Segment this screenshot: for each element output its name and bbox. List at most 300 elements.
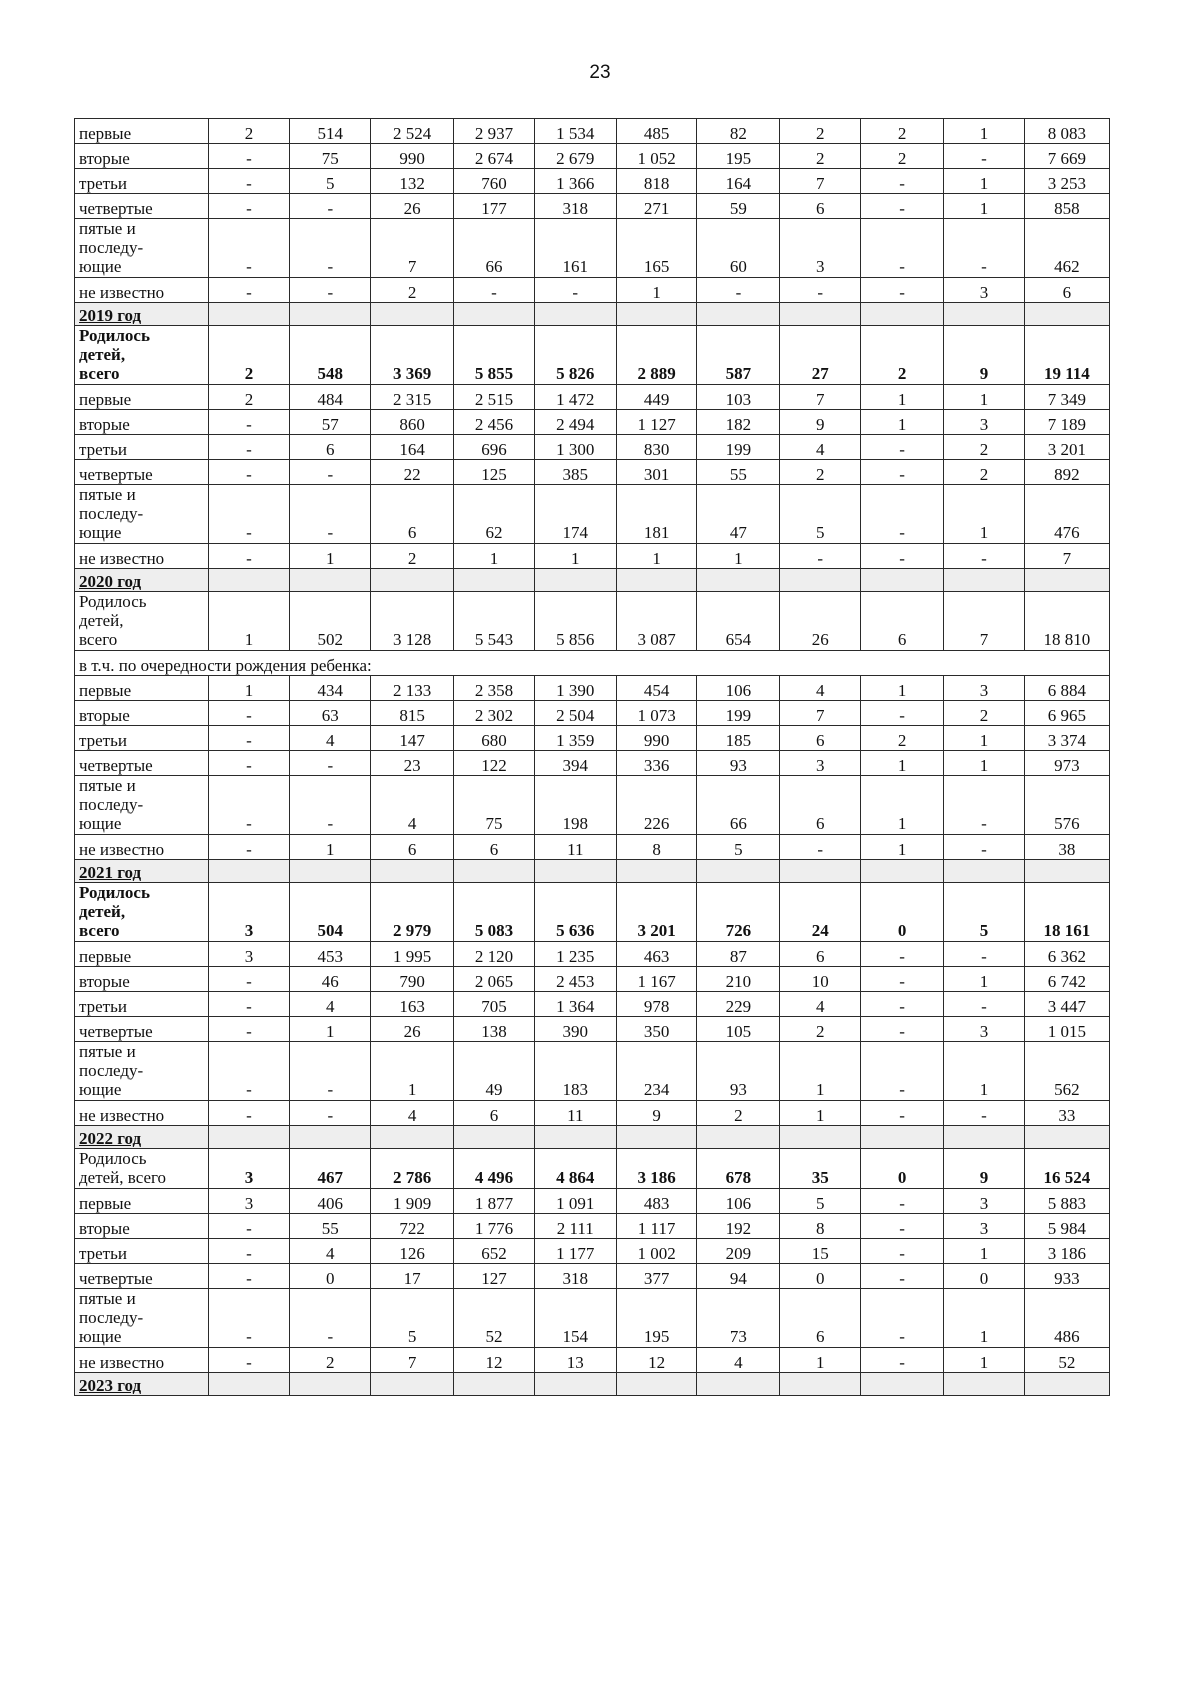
table-cell: 3 bbox=[944, 1214, 1025, 1239]
table-cell: 93 bbox=[697, 751, 780, 776]
table-cell: 4 bbox=[290, 992, 371, 1017]
table-cell: 4 bbox=[780, 992, 861, 1017]
table-cell: 9 bbox=[944, 1149, 1025, 1189]
table-cell: 9 bbox=[616, 1101, 697, 1126]
table-cell: - bbox=[208, 1214, 290, 1239]
empty-cell bbox=[454, 303, 535, 326]
row-label: вторые bbox=[75, 144, 209, 169]
empty-cell bbox=[944, 569, 1025, 592]
table-cell: 484 bbox=[290, 385, 371, 410]
table-cell: - bbox=[944, 144, 1025, 169]
table-cell: 87 bbox=[697, 942, 780, 967]
table-cell: 1 052 bbox=[616, 144, 697, 169]
empty-cell bbox=[616, 303, 697, 326]
row-label: четвертые bbox=[75, 194, 209, 219]
row-label: вторые bbox=[75, 967, 209, 992]
table-cell: 2 bbox=[944, 701, 1025, 726]
table-cell: 2 315 bbox=[371, 385, 454, 410]
table-cell: 301 bbox=[616, 460, 697, 485]
table-cell: 3 bbox=[944, 676, 1025, 701]
table-cell: - bbox=[208, 992, 290, 1017]
empty-cell bbox=[780, 1126, 861, 1149]
table-cell: 790 bbox=[371, 967, 454, 992]
total-label bbox=[75, 326, 209, 385]
table-cell: 5 856 bbox=[534, 592, 616, 651]
table-cell: 504 bbox=[290, 883, 371, 942]
table-row bbox=[75, 776, 1110, 835]
table-cell: 1 359 bbox=[534, 726, 616, 751]
empty-cell bbox=[861, 1126, 944, 1149]
row-label: не известно bbox=[75, 278, 209, 303]
table-cell: 127 bbox=[454, 1264, 535, 1289]
table-cell: 3 bbox=[944, 1017, 1025, 1042]
table-cell: 3 bbox=[780, 219, 861, 278]
table-cell: - bbox=[861, 942, 944, 967]
table-cell: 1 127 bbox=[616, 410, 697, 435]
table-cell: 6 bbox=[780, 942, 861, 967]
row-label: не известно bbox=[75, 1348, 209, 1373]
table-cell: 3 201 bbox=[616, 883, 697, 942]
table-cell: 2 bbox=[861, 119, 944, 144]
empty-cell bbox=[861, 569, 944, 592]
table-cell: 3 128 bbox=[371, 592, 454, 651]
table-cell: 3 374 bbox=[1024, 726, 1109, 751]
table-cell: 147 bbox=[371, 726, 454, 751]
table-cell: 55 bbox=[697, 460, 780, 485]
empty-cell bbox=[1024, 303, 1109, 326]
table-cell: 2 358 bbox=[454, 676, 535, 701]
empty-cell bbox=[208, 303, 290, 326]
table-cell: 62 bbox=[454, 485, 535, 544]
table-body bbox=[75, 119, 1110, 1396]
table-cell: 15 bbox=[780, 1239, 861, 1264]
table-cell: 1 091 bbox=[534, 1189, 616, 1214]
table-cell: 587 bbox=[697, 326, 780, 385]
table-cell: 892 bbox=[1024, 460, 1109, 485]
table-cell: - bbox=[454, 278, 535, 303]
empty-cell bbox=[1024, 1126, 1109, 1149]
empty-cell bbox=[208, 860, 290, 883]
table-cell: 454 bbox=[616, 676, 697, 701]
table-cell: 485 bbox=[616, 119, 697, 144]
table-cell: 1 bbox=[944, 1289, 1025, 1348]
table-row bbox=[75, 1214, 1110, 1239]
row-label-line: пятые и bbox=[79, 1042, 136, 1061]
table-cell: 815 bbox=[371, 701, 454, 726]
table-row bbox=[75, 1017, 1110, 1042]
table-cell: - bbox=[944, 1101, 1025, 1126]
table-cell: - bbox=[208, 460, 290, 485]
table-cell: - bbox=[861, 1264, 944, 1289]
empty-cell bbox=[780, 303, 861, 326]
empty-cell bbox=[290, 1373, 371, 1396]
row-label: третьи bbox=[75, 169, 209, 194]
table-cell: 318 bbox=[534, 1264, 616, 1289]
table-cell: 1 bbox=[290, 835, 371, 860]
total-row bbox=[75, 326, 1110, 385]
table-row bbox=[75, 544, 1110, 569]
table-cell: - bbox=[534, 278, 616, 303]
table-cell: 696 bbox=[454, 435, 535, 460]
empty-cell bbox=[944, 860, 1025, 883]
table-cell: 2 302 bbox=[454, 701, 535, 726]
table-cell: 35 bbox=[780, 1149, 861, 1189]
table-cell: - bbox=[208, 701, 290, 726]
table-cell: 75 bbox=[290, 144, 371, 169]
row-label: первые bbox=[75, 1189, 209, 1214]
empty-cell bbox=[454, 860, 535, 883]
table-cell: - bbox=[208, 435, 290, 460]
table-cell: - bbox=[208, 1289, 290, 1348]
table-cell: 182 bbox=[697, 410, 780, 435]
table-cell: 390 bbox=[534, 1017, 616, 1042]
empty-cell bbox=[861, 860, 944, 883]
empty-cell bbox=[290, 569, 371, 592]
table-cell: - bbox=[290, 194, 371, 219]
empty-cell bbox=[780, 860, 861, 883]
table-cell: 195 bbox=[616, 1289, 697, 1348]
empty-cell bbox=[208, 569, 290, 592]
table-cell: - bbox=[861, 169, 944, 194]
table-cell: 181 bbox=[616, 485, 697, 544]
row-label-line: всего bbox=[79, 364, 120, 383]
table-cell: 18 161 bbox=[1024, 883, 1109, 942]
table-cell: 1 bbox=[944, 967, 1025, 992]
year-label: 2020 год bbox=[75, 569, 209, 592]
table-row bbox=[75, 1264, 1110, 1289]
table-cell: 680 bbox=[454, 726, 535, 751]
table-cell: 318 bbox=[534, 194, 616, 219]
table-cell: 726 bbox=[697, 883, 780, 942]
table-cell: 1 909 bbox=[371, 1189, 454, 1214]
row-label-line: ющие bbox=[79, 1327, 122, 1346]
empty-cell bbox=[780, 569, 861, 592]
empty-cell bbox=[534, 303, 616, 326]
table-cell: 760 bbox=[454, 169, 535, 194]
table-cell: 2 bbox=[208, 385, 290, 410]
table-cell: 6 bbox=[454, 1101, 535, 1126]
total-label bbox=[75, 883, 209, 942]
year-header-row bbox=[75, 860, 1110, 883]
row-label bbox=[75, 1289, 209, 1348]
table-cell: 2 bbox=[780, 1017, 861, 1042]
row-label-line: последу- bbox=[79, 1308, 144, 1327]
table-cell: - bbox=[290, 460, 371, 485]
table-cell: 2 bbox=[861, 326, 944, 385]
table-cell: 7 bbox=[944, 592, 1025, 651]
empty-cell bbox=[290, 860, 371, 883]
table-cell: 13 bbox=[534, 1348, 616, 1373]
table-cell: 195 bbox=[697, 144, 780, 169]
table-cell: 0 bbox=[861, 1149, 944, 1189]
table-cell: 449 bbox=[616, 385, 697, 410]
table-cell: 4 bbox=[371, 1101, 454, 1126]
table-cell: 3 bbox=[944, 278, 1025, 303]
subheader-row bbox=[75, 651, 1110, 676]
table-cell: 1 015 bbox=[1024, 1017, 1109, 1042]
table-cell: 161 bbox=[534, 219, 616, 278]
table-cell: 10 bbox=[780, 967, 861, 992]
row-label-line: Родилось bbox=[79, 1149, 147, 1168]
table-cell: 2 979 bbox=[371, 883, 454, 942]
table-cell: 576 bbox=[1024, 776, 1109, 835]
row-label: первые bbox=[75, 385, 209, 410]
row-label: третьи bbox=[75, 726, 209, 751]
table-cell: 467 bbox=[290, 1149, 371, 1189]
table-cell: - bbox=[944, 835, 1025, 860]
table-cell: 1 073 bbox=[616, 701, 697, 726]
row-label-line: Родилось bbox=[79, 883, 150, 902]
table-cell: 6 bbox=[1024, 278, 1109, 303]
table-cell: 1 167 bbox=[616, 967, 697, 992]
table-cell: 3 bbox=[208, 1189, 290, 1214]
total-label bbox=[75, 1149, 209, 1189]
table-cell: - bbox=[944, 776, 1025, 835]
table-cell: 7 bbox=[1024, 544, 1109, 569]
empty-cell bbox=[697, 860, 780, 883]
table-cell: 1 bbox=[944, 751, 1025, 776]
table-cell: 1 300 bbox=[534, 435, 616, 460]
empty-cell bbox=[616, 1373, 697, 1396]
table-cell: 2 937 bbox=[454, 119, 535, 144]
birth-statistics-table bbox=[74, 118, 1110, 1396]
total-row bbox=[75, 883, 1110, 942]
table-cell: 6 bbox=[290, 435, 371, 460]
table-cell: - bbox=[208, 1348, 290, 1373]
table-cell: 7 bbox=[371, 1348, 454, 1373]
table-cell: 6 bbox=[371, 835, 454, 860]
empty-cell bbox=[1024, 569, 1109, 592]
table-cell: 548 bbox=[290, 326, 371, 385]
table-row bbox=[75, 144, 1110, 169]
table-cell: 9 bbox=[944, 326, 1025, 385]
year-header-row bbox=[75, 569, 1110, 592]
table-cell: 1 390 bbox=[534, 676, 616, 701]
table-cell: 66 bbox=[454, 219, 535, 278]
table-cell: 122 bbox=[454, 751, 535, 776]
table-cell: 2 679 bbox=[534, 144, 616, 169]
table-row bbox=[75, 701, 1110, 726]
table-cell: 453 bbox=[290, 942, 371, 967]
table-cell: 6 bbox=[780, 776, 861, 835]
table-cell: 2 bbox=[290, 1348, 371, 1373]
row-label: четвертые bbox=[75, 751, 209, 776]
table-row bbox=[75, 194, 1110, 219]
table-row bbox=[75, 676, 1110, 701]
year-label: 2019 год bbox=[75, 303, 209, 326]
table-row bbox=[75, 410, 1110, 435]
table-cell: 2 674 bbox=[454, 144, 535, 169]
table-cell: 1 877 bbox=[454, 1189, 535, 1214]
table-cell: 19 114 bbox=[1024, 326, 1109, 385]
table-cell: - bbox=[861, 1189, 944, 1214]
empty-cell bbox=[371, 303, 454, 326]
row-label-line: ющие bbox=[79, 1080, 122, 1099]
table-cell: 73 bbox=[697, 1289, 780, 1348]
empty-cell bbox=[534, 1126, 616, 1149]
table-cell: 4 bbox=[290, 726, 371, 751]
empty-cell bbox=[861, 303, 944, 326]
table-cell: 12 bbox=[616, 1348, 697, 1373]
table-cell: 5 bbox=[780, 485, 861, 544]
table-cell: 2 065 bbox=[454, 967, 535, 992]
page-number: 23 bbox=[589, 62, 611, 83]
table-cell: - bbox=[208, 967, 290, 992]
table-cell: 183 bbox=[534, 1042, 616, 1101]
table-cell: 199 bbox=[697, 701, 780, 726]
table-cell: 377 bbox=[616, 1264, 697, 1289]
table-cell: 5 bbox=[371, 1289, 454, 1348]
table-cell: 2 120 bbox=[454, 942, 535, 967]
empty-cell bbox=[697, 303, 780, 326]
table-cell: 0 bbox=[944, 1264, 1025, 1289]
table-cell: 33 bbox=[1024, 1101, 1109, 1126]
row-label-line: пятые и bbox=[79, 1289, 136, 1308]
empty-cell bbox=[861, 1373, 944, 1396]
year-header-row bbox=[75, 1373, 1110, 1396]
table-cell: - bbox=[944, 219, 1025, 278]
table-cell: 990 bbox=[371, 144, 454, 169]
table-cell: - bbox=[861, 967, 944, 992]
empty-cell bbox=[1024, 860, 1109, 883]
table-cell: 2 456 bbox=[454, 410, 535, 435]
table-cell: - bbox=[208, 219, 290, 278]
empty-cell bbox=[290, 303, 371, 326]
table-cell: 63 bbox=[290, 701, 371, 726]
table-cell: 2 111 bbox=[534, 1214, 616, 1239]
table-cell: - bbox=[861, 485, 944, 544]
table-cell: 66 bbox=[697, 776, 780, 835]
table-cell: - bbox=[208, 278, 290, 303]
table-cell: 2 bbox=[944, 460, 1025, 485]
table-cell: 57 bbox=[290, 410, 371, 435]
table-cell: - bbox=[861, 278, 944, 303]
table-cell: 406 bbox=[290, 1189, 371, 1214]
table-cell: 1 235 bbox=[534, 942, 616, 967]
row-label-line: пятые и bbox=[79, 776, 136, 795]
empty-cell bbox=[371, 569, 454, 592]
table-row bbox=[75, 219, 1110, 278]
table-cell: 3 bbox=[208, 1149, 290, 1189]
table-cell: 486 bbox=[1024, 1289, 1109, 1348]
table-cell: 105 bbox=[697, 1017, 780, 1042]
table-cell: 2 bbox=[861, 144, 944, 169]
empty-cell bbox=[371, 860, 454, 883]
table-row bbox=[75, 942, 1110, 967]
table-cell: 9 bbox=[780, 410, 861, 435]
table-cell: 82 bbox=[697, 119, 780, 144]
table-cell: - bbox=[861, 1214, 944, 1239]
empty-cell bbox=[697, 1373, 780, 1396]
table-cell: 652 bbox=[454, 1239, 535, 1264]
row-label: первые bbox=[75, 676, 209, 701]
table-cell: 434 bbox=[290, 676, 371, 701]
table-cell: - bbox=[208, 485, 290, 544]
year-header-row bbox=[75, 303, 1110, 326]
table-cell: 12 bbox=[454, 1348, 535, 1373]
table-cell: 1 bbox=[534, 544, 616, 569]
table-cell: 1 bbox=[944, 1348, 1025, 1373]
table-cell: 2 bbox=[780, 460, 861, 485]
table-cell: - bbox=[780, 835, 861, 860]
table-cell: 6 bbox=[780, 726, 861, 751]
table-cell: 3 bbox=[208, 883, 290, 942]
table-row bbox=[75, 485, 1110, 544]
table-cell: 94 bbox=[697, 1264, 780, 1289]
table-cell: 5 543 bbox=[454, 592, 535, 651]
row-label bbox=[75, 219, 209, 278]
table-cell: 5 984 bbox=[1024, 1214, 1109, 1239]
table-row bbox=[75, 835, 1110, 860]
row-label: вторые bbox=[75, 701, 209, 726]
table-cell: 1 995 bbox=[371, 942, 454, 967]
table-cell: - bbox=[861, 219, 944, 278]
table-cell: 1 bbox=[861, 776, 944, 835]
table-cell: - bbox=[208, 1264, 290, 1289]
table-cell: 1 534 bbox=[534, 119, 616, 144]
table-cell: 4 bbox=[371, 776, 454, 835]
table-cell: - bbox=[290, 776, 371, 835]
row-label-line: детей, всего bbox=[79, 1168, 167, 1187]
empty-cell bbox=[454, 1126, 535, 1149]
table-cell: 385 bbox=[534, 460, 616, 485]
table-cell: 47 bbox=[697, 485, 780, 544]
table-cell: 476 bbox=[1024, 485, 1109, 544]
year-label: 2021 год bbox=[75, 860, 209, 883]
subheader-note: в т.ч. по очередности рождения ребенка: bbox=[75, 651, 1110, 676]
table-cell: 3 186 bbox=[616, 1149, 697, 1189]
table-cell: 7 669 bbox=[1024, 144, 1109, 169]
row-label bbox=[75, 1042, 209, 1101]
empty-cell bbox=[534, 569, 616, 592]
table-cell: 3 087 bbox=[616, 592, 697, 651]
table-cell: 2 504 bbox=[534, 701, 616, 726]
table-cell: 5 bbox=[780, 1189, 861, 1214]
table-row bbox=[75, 967, 1110, 992]
table-cell: 198 bbox=[534, 776, 616, 835]
table-cell: 1 776 bbox=[454, 1214, 535, 1239]
table-cell: 3 bbox=[944, 410, 1025, 435]
table-cell: 7 bbox=[780, 701, 861, 726]
table-cell: 6 bbox=[780, 1289, 861, 1348]
table-cell: 4 bbox=[290, 1239, 371, 1264]
table-cell: 1 bbox=[861, 835, 944, 860]
table-cell: 5 636 bbox=[534, 883, 616, 942]
table-cell: - bbox=[944, 544, 1025, 569]
table-cell: 4 496 bbox=[454, 1149, 535, 1189]
table-cell: 209 bbox=[697, 1239, 780, 1264]
total-row bbox=[75, 592, 1110, 651]
table-cell: 1 bbox=[454, 544, 535, 569]
empty-cell bbox=[208, 1126, 290, 1149]
table-cell: 234 bbox=[616, 1042, 697, 1101]
table-cell: 226 bbox=[616, 776, 697, 835]
empty-cell bbox=[616, 860, 697, 883]
table-cell: - bbox=[861, 1289, 944, 1348]
table-cell: 562 bbox=[1024, 1042, 1109, 1101]
year-label: 2022 год bbox=[75, 1126, 209, 1149]
empty-cell bbox=[616, 569, 697, 592]
row-label: вторые bbox=[75, 1214, 209, 1239]
table-cell: 6 bbox=[454, 835, 535, 860]
row-label: четвертые bbox=[75, 1017, 209, 1042]
table-cell: 818 bbox=[616, 169, 697, 194]
table-cell: 2 bbox=[208, 326, 290, 385]
table-cell: 6 bbox=[371, 485, 454, 544]
table-cell: 483 bbox=[616, 1189, 697, 1214]
table-cell: 2 786 bbox=[371, 1149, 454, 1189]
table-cell: - bbox=[208, 544, 290, 569]
